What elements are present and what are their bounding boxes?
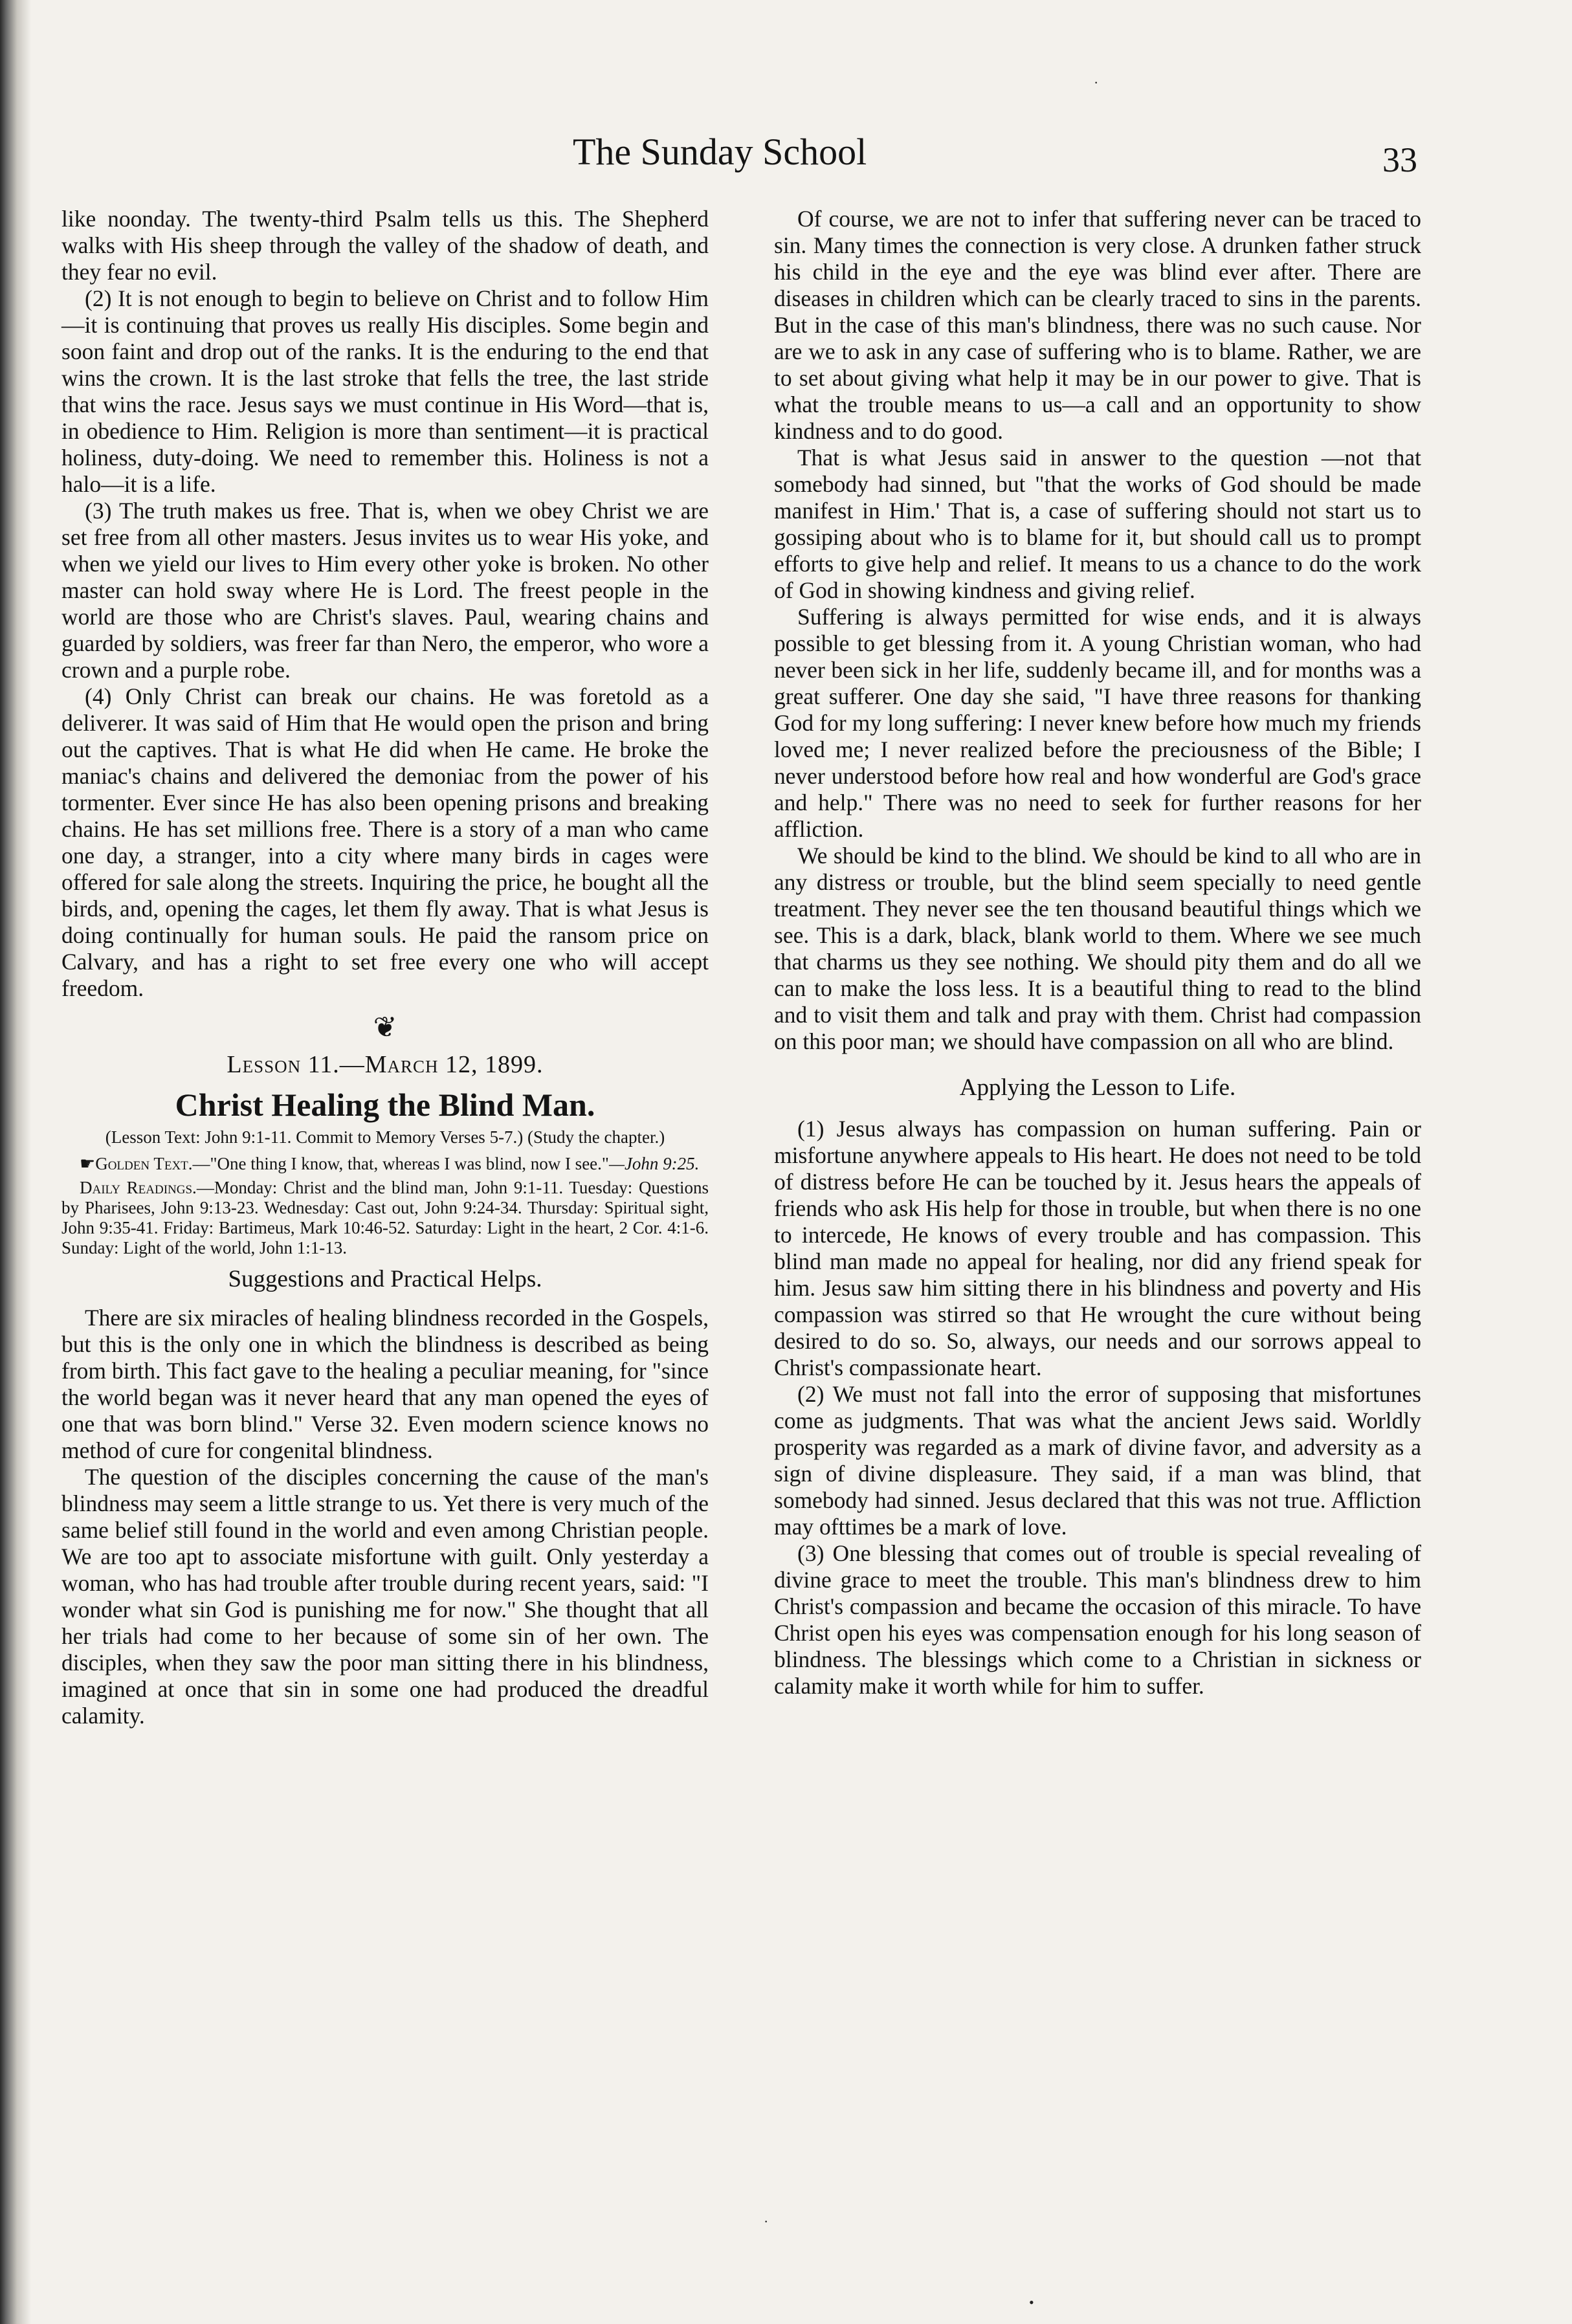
paragraph: The question of the disciples concerning the cause of the man's blindness may seem a little strange to us. Yet there is very much of the same belief still found in the world and even among Christian people. We are too apt to associate misfortune with guilt. Only yesterday a woman, who has had trouble after trouble during recent years, said: "I wonder what sin God is punishing me for now." She thought that all her trials had come to her because of some sin of her own. The disciples, when they saw the poor man sitting there in his blindness, imagined at once that sin in some one had produced the dreadful calamity. bbox=[61, 1464, 709, 1729]
print-speck: · bbox=[764, 2213, 769, 2230]
golden-text-label: ☛Golden Text. bbox=[80, 1154, 193, 1173]
lesson-title: Christ Healing the Blind Man. bbox=[175, 1087, 595, 1123]
paragraph: (3) The truth makes us free. That is, when we obey Christ we are set free from all other masters. Jesus invites us to wear His yoke, and when we yield our lives to Him every other yoke is broken. No other master can hold sway where He is Lord. The freest people in the world are those who are Christ's slaves. Paul, wearing chains and guarded by soldiers, was freer far than Nero, the emperor, who wore a crown and a purple robe. bbox=[61, 498, 709, 683]
print-speck: • bbox=[1029, 2294, 1034, 2310]
daily-readings-list: —Monday: Christ and the blind man, John 9:1-11. Tuesday: Questions by Pharisees, John 9:13-23. Wednesday: Cast out, John 9:24-34. Thursday: Spiritual sight, John 9:35-41. Friday: Bartimeus, Mark 10:46-52. Saturday: Light in the heart, 2 Cor. 4:1-6. Sunday: Light of the world, John 1:1-13. bbox=[61, 1178, 709, 1257]
paragraph: (2) It is not enough to begin to believe on Christ and to follow Him—it is continuing that proves us really His disciples. Some begin and soon faint and drop out of the ranks. It is the enduring to the end that wins the crown. It is the last stroke that fells the tree, the last stride that wins the race. Jesus says we must continue in His Word—that is, in obedience to Him. Religion is more than sentiment—it is practical holiness, duty-doing. We need to remember this. Holiness is not a halo—it is a life. bbox=[61, 285, 709, 497]
page-number: 33 bbox=[1382, 140, 1417, 179]
paragraph: like noonday. The twenty-third Psalm tells us this. The Shepherd walks with His sheep through the valley of the shadow of death, and they fear no evil. bbox=[61, 206, 709, 285]
paragraph: That is what Jesus said in answer to the question —not that somebody had sinned, but "that the works of God should be made manifest in Him.' That is, a case of suffering should not start us to gossiping about who is to blame for it, but should call us to prompt efforts to give help and relief. It means to us a chance to do the work of God in showing kindness and giving relief. bbox=[774, 445, 1421, 603]
golden-text bbox=[61, 1154, 709, 1174]
paragraph: Suffering is always permitted for wise ends, and it is always possible to get blessing from it. A young Christian woman, who had never been sick in her life, suddenly became ill, and for months was a great sufferer. One day she said, "I have three reasons for thanking God for my long suffering: I never knew before how much my friends loved me; I never realized before the preciousness of the Bible; I never understood before how real and how wonderful are God's grace and help." There was no need to seek for further reasons for her affliction. bbox=[774, 604, 1421, 842]
page-binding-edge bbox=[0, 0, 31, 2324]
paragraph: (1) Jesus always has compassion on human suffering. Pain or misfortune anywhere appeals to His heart. He does not need to be told of distress before He can be touched by it. Jesus hears the appeals of friends who ask His help for those in trouble, but when there is no one to intercede, He knows of every trouble and has compassion. This blind man made no appeal for healing, nor did any friend speak for him. Jesus saw him sitting there in his blindness and poverty and His compassion was stirred so that He wrought the cure without being desired to do so. So, always, our needs and our sorrows appeal to Christ's compassionate heart. bbox=[774, 1116, 1421, 1380]
left-column bbox=[61, 206, 709, 1729]
daily-readings bbox=[61, 1178, 709, 1258]
paragraph: We should be kind to the blind. We should be kind to all who are in any distress or trouble, but the blind seem specially to need gentle treatment. They never see the ten thousand beautiful things which we see. This is a dark, black, blank world to them. Where we see much that charms us they see nothing. We should pity them and do all we can to make the loss less. It is a beautiful thing to read to the blind and to visit them and talk and pray with them. Christ had compassion on this poor man; we should have compassion on all who are blind. bbox=[774, 843, 1421, 1054]
paragraph: (2) We must not fall into the error of supposing that misfortunes come as judgments. That was what the ancient Jews said. Worldly prosperity was regarded as a mark of divine favor, and adversity as a sign of divine displeasure. They said, if a man was blind, that somebody had sinned. Jesus declared that this was not true. Affliction may ofttimes be a mark of love. bbox=[774, 1381, 1421, 1540]
section-heading: Applying the Lesson to Life. bbox=[959, 1074, 1236, 1101]
golden-text-reference: —John 9:25. bbox=[608, 1154, 700, 1173]
print-speck: · bbox=[1094, 74, 1099, 91]
running-title: The Sunday School bbox=[573, 131, 867, 173]
page-header bbox=[84, 126, 1456, 191]
right-column bbox=[774, 206, 1421, 1699]
section-heading: Suggestions and Practical Helps. bbox=[228, 1266, 542, 1292]
lesson-references bbox=[61, 1127, 709, 1258]
lesson-text-reference: (Lesson Text: John 9:1-11. Commit to Memory Verses 5-7.) (Study the chapter.) bbox=[105, 1127, 665, 1147]
daily-readings-label: Daily Readings. bbox=[80, 1178, 197, 1197]
golden-text-quote: —"One thing I know, that, whereas I was blind, now I see." bbox=[192, 1154, 609, 1173]
paragraph: (3) One blessing that comes out of trouble is special revealing of divine grace to meet the trouble. This man's blindness drew to him Christ's compassion and became the occasion of this miracle. To have Christ open his eyes was compensation enough for his long season of blindness. The blessings which come to a Christian in sickness or calamity make it worth while for him to suffer. bbox=[774, 1540, 1421, 1699]
paragraph: Of course, we are not to infer that suffering never can be traced to sin. Many times the connection is very close. A drunken father struck his child in the eye and the eye was blind ever after. There are diseases in children which can be clearly traced to sins in the parents. But in the case of this man's blindness, there was no such cause. Nor are we to ask in any case of suffering who is to blame. Rather, we are to set about giving what help it may be in our power to give. That is what the trouble means to us—a call and an opportunity to show kindness and to do good. bbox=[774, 206, 1421, 444]
paragraph: There are six miracles of healing blindness recorded in the Gospels, but this is the only one in which the blindness is described as being from birth. This fact gave to the healing a peculiar meaning, for "since the world began was it never heard that any man opened the eyes of one that was born blind." Verse 32. Even modern science knows no method of cure for congenital blindness. bbox=[61, 1305, 709, 1463]
paragraph: (4) Only Christ can break our chains. He was foretold as a deliverer. It was said of Him that He would open the prison and bring out the captives. That is what He did when He came. He broke the maniac's chains and delivered the demoniac from the power of his tormenter. Ever since He has also been opening prisons and breaking chains. He has set millions free. There is a story of a man who came one day, a stranger, into a city where many birds in cages were offered for sale along the streets. Inquiring the price, he bought all the birds, and, opening the cages, let them fly away. That is what Jesus is doing continually for human souls. He paid the ransom price on Calvary, and has a right to set free every one who will accept freedom. bbox=[61, 683, 709, 1001]
fleuron-ornament-icon: ❦ bbox=[373, 1012, 397, 1043]
lesson-number-date: Lesson 11.—March 12, 1899. bbox=[227, 1051, 544, 1078]
